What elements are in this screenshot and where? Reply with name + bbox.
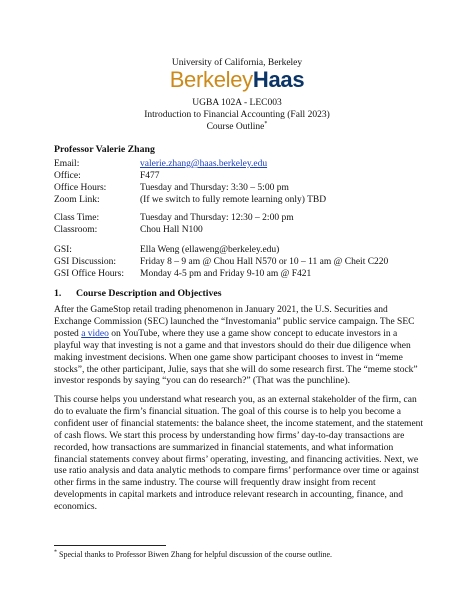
office-hours-value: Tuesday and Thursday: 3:30 – 5:00 pm — [140, 183, 289, 193]
p1-line-3-post: on YouTube, where they use a game show concept to educate investors in a — [108, 328, 398, 339]
course-title: Introduction to Financial Accounting (Fall 2023) — [144, 110, 330, 120]
course-outline-label — [0, 122, 474, 132]
gsi-office-hours-row — [54, 268, 311, 280]
gsi-office-hours-value: Monday 4-5 pm and Friday 9-10 am @ F421 — [140, 269, 312, 279]
section-heading — [54, 288, 222, 299]
class-time-value: Tuesday and Thursday: 12:30 – 2:00 pm — [140, 213, 294, 223]
p1-line-1: After the GameStop retail trading phenomenon in January 2021, the U.S. Securities and — [54, 305, 388, 315]
p1-line-6: stocks”, the other participant, Julie, says that she will do some research first. The “meme stock” — [54, 364, 418, 375]
section-title: Course Description and Objectives — [76, 288, 222, 299]
gsi-discussion-label: GSI Discussion: — [54, 257, 117, 267]
p1-line-3-pre: posted — [54, 328, 82, 339]
p2-line-6: financial statements convey about firms’ operating, investing, and financing activities. Next, we — [54, 454, 419, 465]
zoom-link-label: Zoom Link: — [54, 195, 100, 205]
p1-line-2: Exchange Commission (SEC) launched the “Investomania” public service campaign. The SEC — [54, 316, 415, 327]
p2-line-4: of cash flows. We start this process by understanding how firms’ day-to-day transactions are — [54, 430, 405, 441]
footnote-divider — [54, 545, 166, 546]
footnote — [54, 550, 332, 559]
email-label: Email: — [54, 159, 80, 169]
p1-line-5: making investment decisions. When one game show participant chooses to invest in “meme — [54, 352, 403, 363]
office-row — [54, 170, 160, 182]
classroom-value: Chou Hall N100 — [140, 225, 203, 235]
course-code: UGBA 102A - LEC003 — [192, 98, 282, 108]
classroom-label: Classroom: — [54, 225, 98, 235]
paragraph-2 — [54, 395, 430, 514]
zoom-link-value: (If we switch to fully remote learning only) TBD — [140, 195, 327, 205]
p2-line-1: This course helps you understand what research you, as an external stakeholder of the firm, can — [54, 395, 417, 405]
p2-line-2: do to evaluate the firm’s financial situation. The goal of this course is to help you become a — [54, 406, 402, 417]
p1-line-7: investor responds by saying “you can do research?” (That was the punchline). — [54, 376, 350, 387]
office-hours-label: Office Hours: — [54, 183, 107, 193]
gsi-discussion-value: Friday 8 – 9 am @ Chou Hall N570 or 10 – 11 am @ Cheit C220 — [140, 257, 389, 267]
p1-line-3 — [54, 329, 430, 341]
p2-line-7: use ratio analysis and data analytic methods to compare firms’ performance over time or against — [54, 466, 419, 477]
gsi-discussion-row — [54, 256, 388, 268]
zoom-link-row — [54, 194, 326, 206]
footnote-text: Special thanks to Professor Biwen Zhang for helpful discussion of the course outline. — [57, 550, 333, 559]
section-number: 1. — [54, 288, 62, 299]
gsi-label: GSI: — [54, 245, 72, 255]
logo-berkeley-text: Berkeley — [169, 67, 253, 92]
office-value: F477 — [140, 171, 160, 181]
email-link[interactable]: valerie.zhang@haas.berkeley.edu — [140, 159, 268, 169]
gsi-row — [54, 244, 279, 256]
email-row — [54, 158, 267, 170]
p2-line-10: economics. — [54, 502, 98, 513]
p1-line-4: playful way that investing is not a game and that investors should do their due diligence when — [54, 340, 411, 351]
p2-line-3: confident user of financial statements: the balance sheet, the income statement, and the statement — [54, 418, 424, 429]
p2-line-5: recorded, how transactions are summarized in financial statements, and what information — [54, 442, 394, 453]
gsi-office-hours-label: GSI Office Hours: — [54, 269, 125, 279]
video-link[interactable]: a video — [81, 328, 109, 339]
berkeley-haas-logo — [0, 68, 474, 92]
footnote-marker-bottom: * — [54, 549, 57, 556]
logo-haas-text: Haas — [252, 67, 305, 92]
outline-label-text: Course Outline — [206, 122, 265, 132]
university-name: University of California, Berkeley — [171, 58, 303, 68]
class-time-row — [54, 212, 294, 224]
paragraph-1 — [54, 305, 430, 388]
classroom-row — [54, 224, 203, 236]
class-time-label: Class Time: — [54, 213, 100, 223]
p2-line-9: developments in capital markets and introduce relevant research in accounting, finance, and — [54, 490, 403, 501]
office-label: Office: — [54, 171, 81, 181]
p2-line-8: other firms in the same industry. The course will frequently draw insight from recent — [54, 478, 376, 489]
footnote-marker: * — [264, 120, 268, 127]
gsi-value: Ella Weng (ellaweng@berkeley.edu) — [140, 245, 280, 255]
office-hours-row — [54, 182, 289, 194]
professor-heading: Professor Valerie Zhang — [54, 144, 155, 155]
